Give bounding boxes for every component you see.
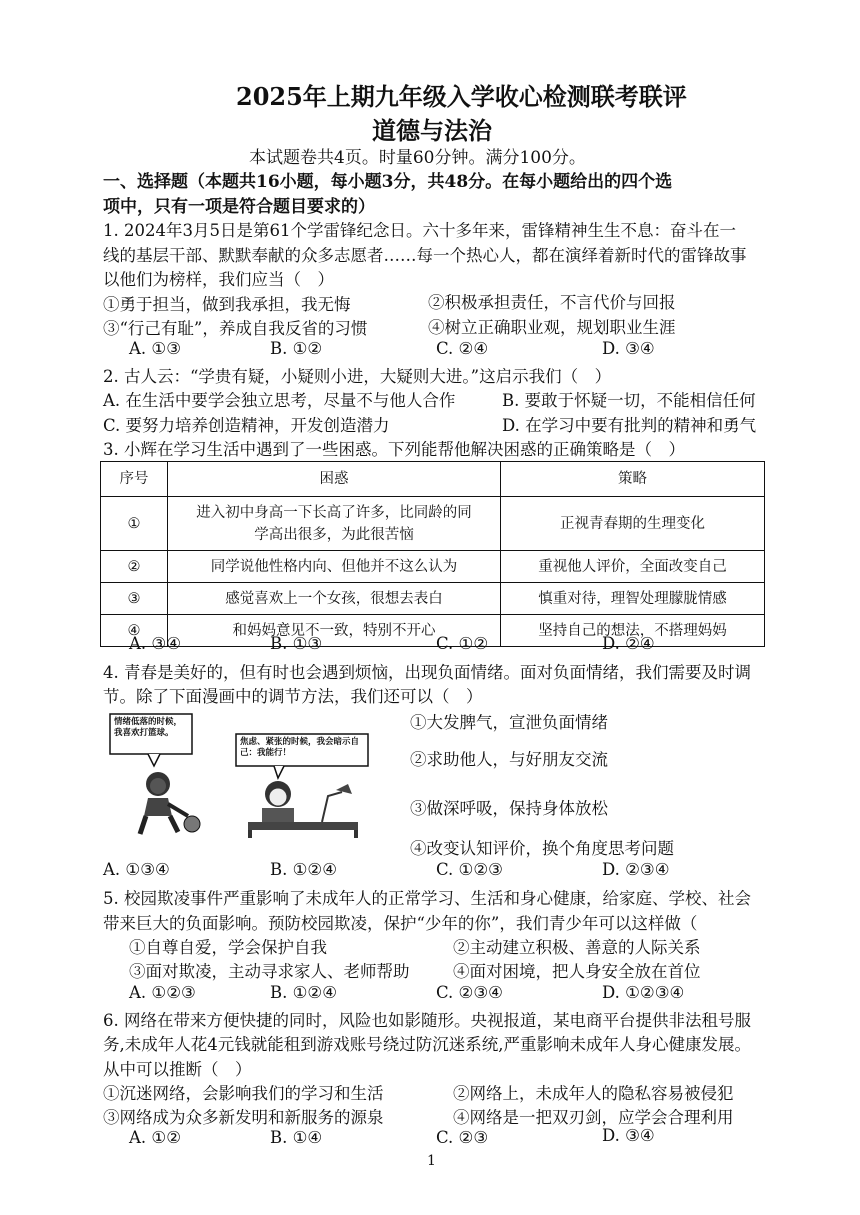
- page-number: 1: [427, 1153, 436, 1169]
- q6-option-a[interactable]: A. ①②: [129, 1128, 181, 1147]
- table-row: [101, 583, 765, 615]
- cartoon-bubble-1: 情绪低落的时候，我喜欢打篮球。: [114, 717, 183, 738]
- q6-line1: 6. 网络在带来方便快捷的同时，风险也如影随形。央视报道，某电商平台提供非法租号服: [103, 1011, 751, 1030]
- section-heading-line1: 一、选择题（本题共16小题，每小题3分，共48分。在每小题给出的四个选: [103, 172, 673, 192]
- q4-line1: 4. 青春是美好的，但有时也会遇到烦恼，出现负面情绪。面对负面情绪，我们需要及时调: [103, 663, 751, 682]
- table-cell-strategy: 坚持自己的想法，不搭理妈妈: [501, 615, 765, 647]
- q1-line3: 以他们为榜样，我们应当（ ）: [103, 270, 334, 289]
- q4-option-c[interactable]: C. ①②③: [436, 860, 503, 879]
- q1-statement-4: ④树立正确职业观，规划职业生涯: [428, 318, 676, 337]
- q3-option-c[interactable]: C. ①②: [436, 634, 489, 653]
- q5-option-d[interactable]: D. ①②③④: [602, 983, 685, 1002]
- cartoon-bubble-2: 焦虑、紧张的时候，我会暗示自己：我能行！: [240, 737, 360, 758]
- table-header-strategy: 策略: [501, 462, 765, 497]
- q5-option-a[interactable]: A. ①②③: [129, 983, 196, 1002]
- q3-option-a[interactable]: A. ③④: [129, 634, 181, 653]
- exam-title: 2025年上期九年级入学收心检测联考联评: [236, 82, 687, 111]
- q6-statement-1: ①沉迷网络，会影响我们的学习和生活: [103, 1084, 384, 1103]
- table-cell-confusion: 同学说他性格内向、但他并不这么认为: [168, 551, 501, 583]
- q2-option-d[interactable]: D. 在学习中要有批判的精神和勇气: [502, 416, 757, 435]
- q5-statement-3: ③面对欺凌，主动寻求家人、老师帮助: [129, 962, 410, 981]
- table-cell-no: ③: [101, 583, 168, 615]
- q5-statement-4: ④面对困境，把人身安全放在首位: [453, 962, 701, 981]
- table-cell-confusion-line1: 进入初中身高一下长高了许多，比同龄的同: [196, 504, 472, 521]
- subject-title: 道德与法治: [372, 116, 492, 145]
- q2-option-a[interactable]: A. 在生活中要学会独立思考，尽量不与他人合作: [103, 391, 456, 410]
- q1-option-c[interactable]: C. ②④: [436, 339, 489, 358]
- q4-statement-3: ③做深呼吸，保持身体放松: [410, 799, 608, 818]
- q6-line3: 从中可以推断（ ）: [103, 1060, 252, 1079]
- table-cell-strategy: 正视青春期的生理变化: [501, 497, 765, 551]
- q3-option-d[interactable]: D. ②④: [602, 634, 655, 653]
- q5-option-b[interactable]: B. ①②④: [270, 983, 337, 1002]
- table-header-no: 序号: [101, 462, 168, 497]
- cartoon-illustration: [108, 712, 388, 840]
- q1-line1: 1. 2024年3月5日是第61个学雷锋纪念日。六十多年来，雷锋精神生生不息：奋斗在一: [103, 221, 736, 240]
- q1-line2: 线的基层干部、默默奉献的众多志愿者……每一个热心人，都在演绎着新时代的雷锋故事: [103, 246, 747, 265]
- q3-option-b[interactable]: B. ①③: [270, 634, 323, 653]
- q1-option-b[interactable]: B. ①②: [270, 339, 323, 358]
- q4-statement-4: ④改变认知评价，换个角度思考问题: [410, 839, 674, 858]
- q1-statement-2: ②积极承担责任，不言代价与回报: [428, 293, 676, 312]
- q4-line2: 节。除了下面漫画中的调节方法，我们还可以（ ）: [103, 687, 483, 706]
- q2-option-b[interactable]: B. 要敢于怀疑一切，不能相信任何: [502, 391, 756, 410]
- q3-line1: 3. 小辉在学习生活中遇到了一些困惑。下列能帮他解决困惑的正确策略是（ ）: [103, 440, 685, 459]
- q1-statement-1: ①勇于担当，做到我承担，我无悔: [103, 295, 351, 314]
- q4-statement-2: ②求助他人，与好朋友交流: [410, 750, 608, 769]
- table-row: [101, 497, 765, 551]
- table-cell-strategy: 重视他人评价，全面改变自己: [501, 551, 765, 583]
- table-row: [101, 551, 765, 583]
- table-cell-no: ②: [101, 551, 168, 583]
- table-cell-no: ①: [101, 497, 168, 551]
- table-cell-strategy: 慎重对待，理智处理朦胧情感: [501, 583, 765, 615]
- exam-info: 本试题卷共4页。时量60分钟。满分100分。: [249, 148, 586, 168]
- q5-statement-1: ①自尊自爱，学会保护自我: [129, 938, 327, 957]
- q5-option-c[interactable]: C. ②③④: [436, 983, 503, 1002]
- table-header-confusion: 困惑: [168, 462, 501, 497]
- table-row: [101, 615, 765, 647]
- q5-line2: 带来巨大的负面影响。预防校园欺凌，保护“少年的你”，我们青少年可以这样做（: [103, 914, 698, 933]
- strategy-table: [100, 461, 765, 647]
- q6-option-c[interactable]: C. ②③: [436, 1128, 489, 1147]
- q6-option-b[interactable]: B. ①④: [270, 1128, 323, 1147]
- q4-option-d[interactable]: D. ②③④: [602, 860, 670, 879]
- q4-option-b[interactable]: B. ①②④: [270, 860, 337, 879]
- q1-option-a[interactable]: A. ①③: [129, 339, 181, 358]
- q5-line1: 5. 校园欺凌事件严重影响了未成年人的正常学习、生活和身心健康，给家庭、学校、社会: [103, 889, 751, 908]
- q2-line1: 2. 古人云：“学贵有疑，小疑则小进，大疑则大进。”这启示我们（ ）: [103, 367, 612, 386]
- q1-option-d[interactable]: D. ③④: [602, 339, 655, 358]
- q2-option-c[interactable]: C. 要努力培养创造精神，开发创造潜力: [103, 416, 390, 435]
- table-header-row: [101, 462, 765, 497]
- section-heading-line2: 项中，只有一项是符合题目要求的）: [103, 197, 375, 217]
- q5-statement-2: ②主动建立积极、善意的人际关系: [453, 938, 701, 957]
- q6-line2: 务,未成年人花4元钱就能租到游戏账号绕过防沉迷系统,严重影响未成年人身心健康发展。: [103, 1035, 751, 1054]
- q6-option-d[interactable]: D. ③④: [602, 1126, 655, 1145]
- table-cell-no: ④: [101, 615, 168, 647]
- q4-option-a[interactable]: A. ①③④: [103, 860, 170, 879]
- q6-statement-4: ④网络是一把双刃剑，应学会合理利用: [453, 1108, 734, 1127]
- table-cell-confusion: [168, 497, 501, 551]
- q6-statement-2: ②网络上，未成年人的隐私容易被侵犯: [453, 1084, 734, 1103]
- table-cell-confusion: 感觉喜欢上一个女孩，很想去表白: [168, 583, 501, 615]
- q1-statement-3: ③“行己有耻”，养成自我反省的习惯: [103, 319, 368, 338]
- q4-statement-1: ①大发脾气，宣泄负面情绪: [410, 713, 608, 732]
- table-cell-confusion: 和妈妈意见不一致，特别不开心: [168, 615, 501, 647]
- q6-statement-3: ③网络成为众多新发明和新服务的源泉: [103, 1108, 384, 1127]
- table-cell-confusion-line2: 学高出很多，为此很苦恼: [254, 526, 414, 543]
